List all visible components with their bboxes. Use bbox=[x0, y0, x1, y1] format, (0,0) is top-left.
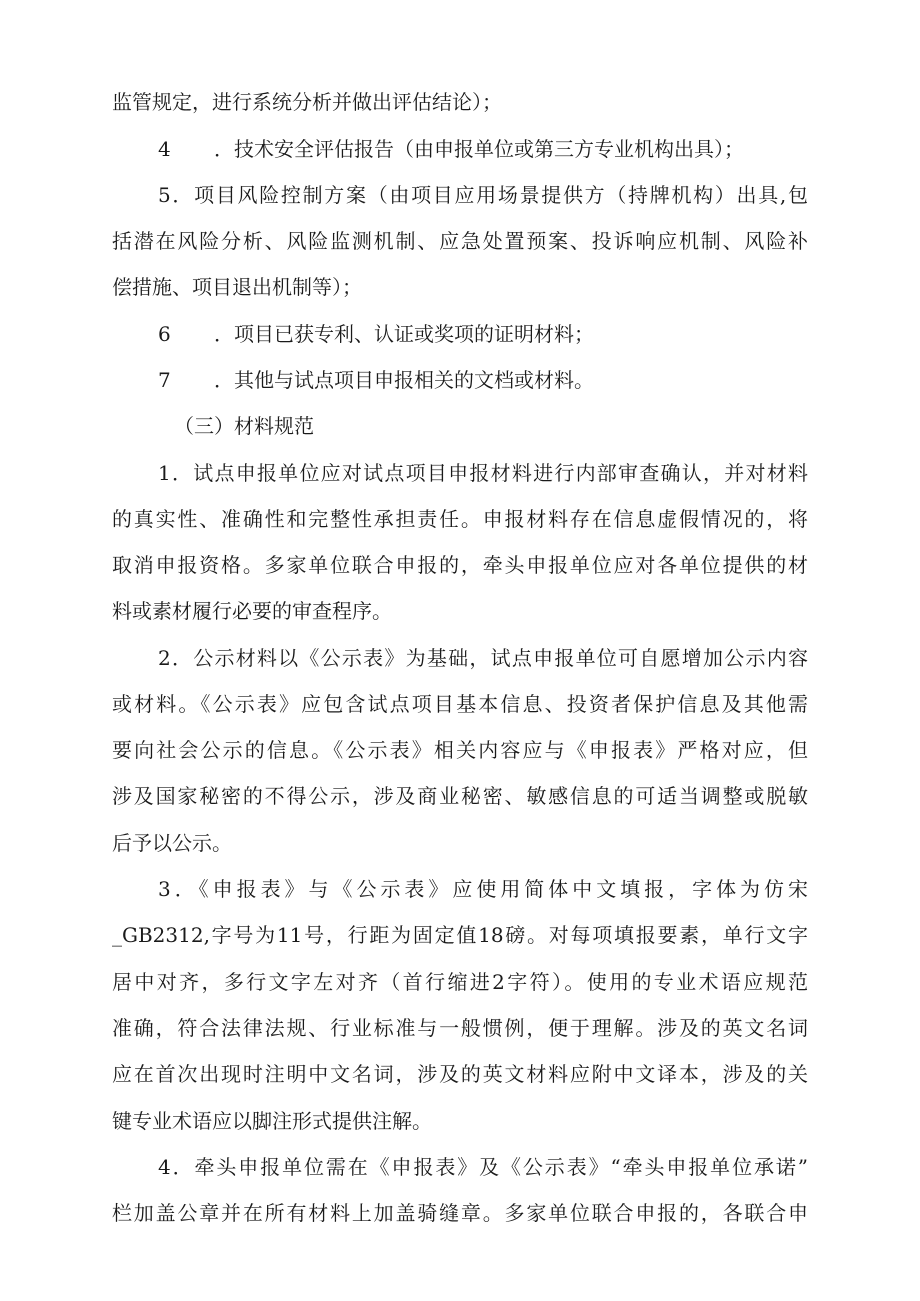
text-line: 要向社会公示的信息。《公示表》相关内容应与《申报表》严格对应，但 bbox=[112, 738, 808, 762]
text-line: 偿措施、项目退出机制等）； bbox=[112, 275, 362, 299]
text-line: 料或素材履行必要的审查程序。 bbox=[112, 599, 392, 623]
section-heading: （三）材料规范 bbox=[174, 414, 314, 438]
text-line: 监管规定，进行系统分析并做出评估结论）； bbox=[112, 90, 502, 114]
list-number: 6 bbox=[158, 322, 171, 346]
text-line: 的真实性、准确性和完整性承担责任。申报材料存在信息虚假情况的，将 bbox=[112, 507, 808, 531]
text-line: 3．《申报表》与《公示表》应使用简体中文填报，字体为仿宋 bbox=[158, 877, 808, 901]
list-text: ．项目已获专利、认证或奖项的证明材料； bbox=[214, 322, 594, 346]
text-line: 涉及国家秘密的不得公示，涉及商业秘密、敏感信息的可适当调整或脱敏 bbox=[112, 784, 808, 808]
list-item-6 bbox=[158, 322, 594, 346]
text-line: 居中对齐，多行文字左对齐（首行缩进2字符）。使用的专业术语应规范 bbox=[112, 970, 808, 994]
list-text: ．其他与试点项目申报相关的文档或材料。 bbox=[214, 368, 594, 392]
list-item-7 bbox=[158, 368, 594, 392]
text-line: 1．试点申报单位应对试点项目申报材料进行内部审查确认，并对材料 bbox=[158, 461, 808, 485]
text-line: 后予以公示。 bbox=[112, 831, 232, 855]
list-number: 7 bbox=[158, 368, 171, 392]
list-number: 4 bbox=[158, 137, 171, 161]
text-line: 2．公示材料以《公示表》为基础，试点申报单位可自愿增加公示内容 bbox=[158, 646, 808, 670]
text-line: 键专业术语应以脚注形式提供注解。 bbox=[112, 1109, 432, 1133]
list-text: ．技术安全评估报告（由申报单位或第三方专业机构出具）； bbox=[214, 137, 744, 161]
text-line: 4．牵头申报单位需在《申报表》及《公示表》“牵头申报单位承诺” bbox=[158, 1155, 808, 1179]
text-line: 或材料。《公示表》应包含试点项目基本信息、投资者保护信息及其他需 bbox=[112, 692, 808, 716]
text-line: 括潜在风险分析、风险监测机制、应急处置预案、投诉响应机制、风险补 bbox=[112, 229, 808, 253]
text-line: 应在首次出现时注明中文名词，涉及的英文材料应附中文译本，涉及的关 bbox=[112, 1062, 808, 1086]
text-line: 5．项目风险控制方案（由项目应用场景提供方（持牌机构）出具,包 bbox=[158, 183, 808, 207]
text-line: _GB2312,字号为11号，行距为固定值18磅。对每项填报要素，单行文字 bbox=[112, 923, 808, 947]
text-line: 准确，符合法律法规、行业标准与一般惯例，便于理解。涉及的英文名词 bbox=[112, 1016, 808, 1040]
text-line: 取消申报资格。多家单位联合申报的，牵头申报单位应对各单位提供的材 bbox=[112, 553, 808, 577]
text-line: 栏加盖公章并在所有材料上加盖骑缝章。多家单位联合申报的，各联合申 bbox=[112, 1201, 808, 1225]
list-item-4 bbox=[158, 137, 744, 161]
